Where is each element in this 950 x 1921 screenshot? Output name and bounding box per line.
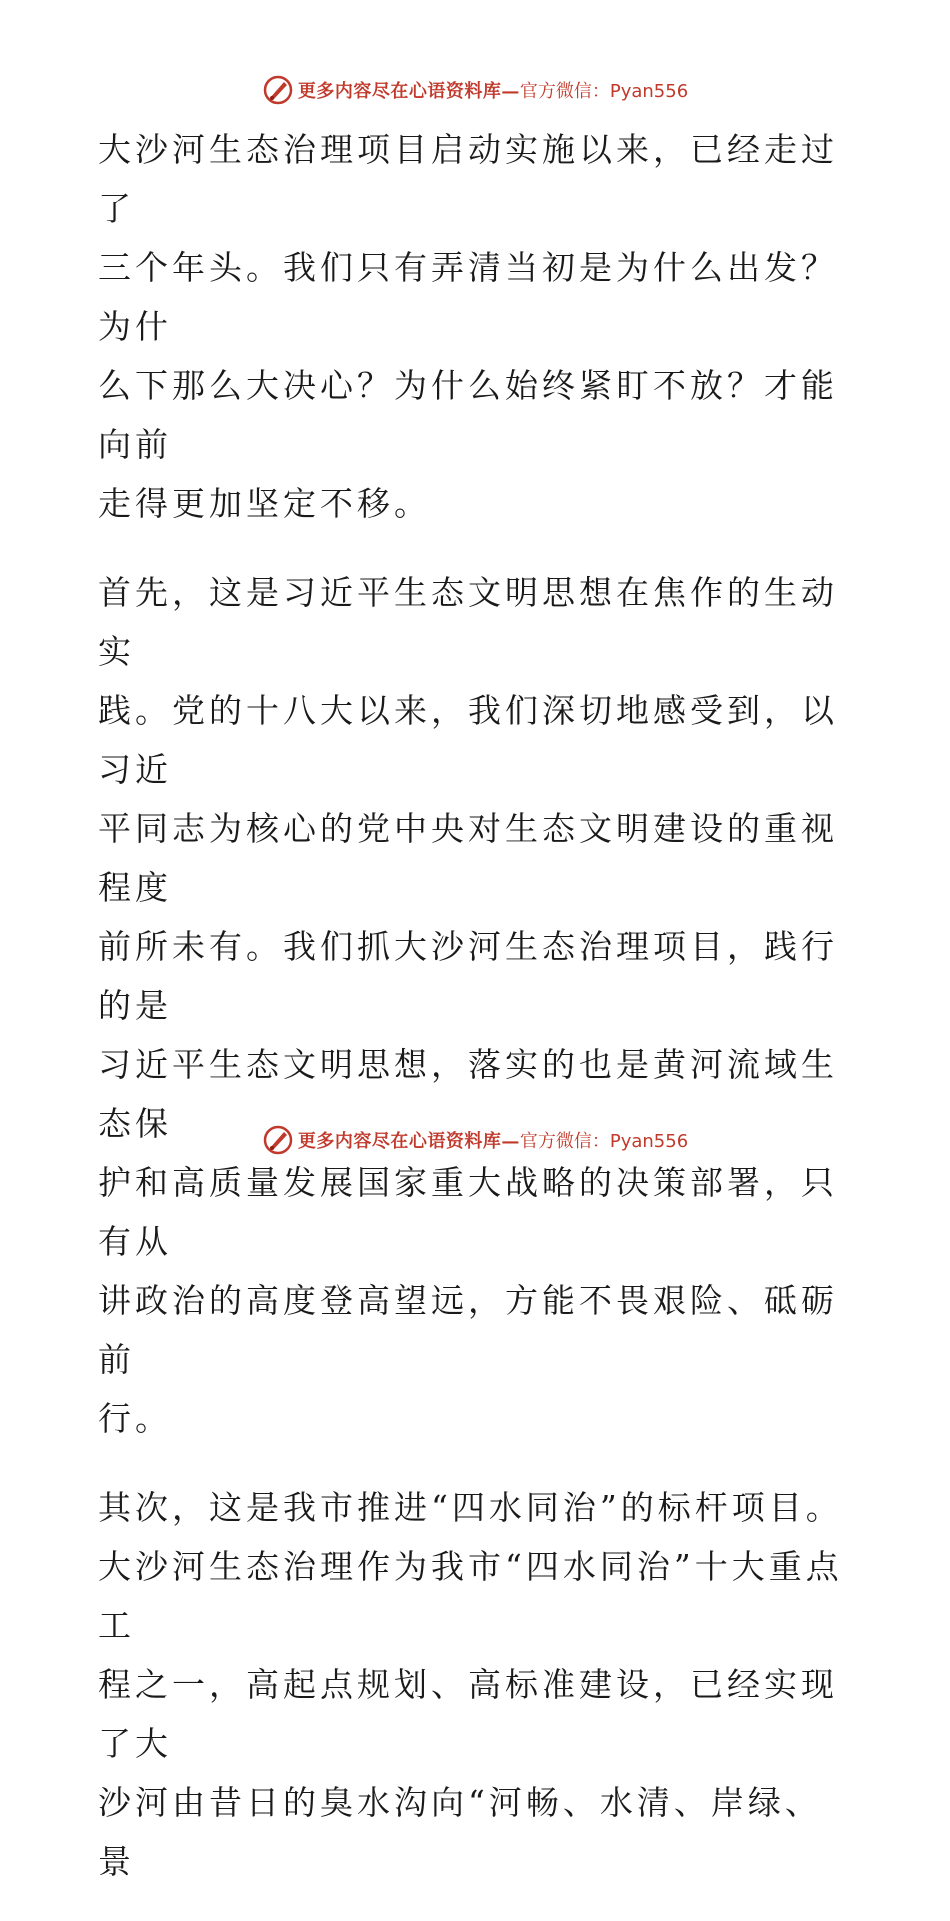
document-body — [98, 120, 858, 1921]
header-banner-wechat: 官方微信：Pyan556 — [519, 81, 689, 102]
paragraph-1: 大沙河生态治理项目启动实施以来，已经走过了 三个年头。我们只有弄清当初是为什么出发？为什 么下那么大决心？为什么始终紧盯不放？才能向前 走得更加坚定不移。 — [98, 130, 838, 523]
paragraph-3: 其次，这是我市推进“四水同治”的标杆项目。 大沙河生态治理作为我市“四水同治”十大重点工 程之一，高起点规划、高标准建设，已经实现了大 沙河由昔日的臭水沟向“河畅、水清、岸绿、景 — [98, 1488, 843, 1881]
quill-logo-icon — [262, 74, 294, 106]
footer-banner-wechat: 官方微信：Pyan556 — [519, 1131, 689, 1152]
quill-logo-icon — [262, 1124, 294, 1156]
paragraph-2: 首先，这是习近平生态文明思想在焦作的生动实 践。党的十八大以来，我们深切地感受到，以习近 平同志为核心的党中央对生态文明建设的重视程度 前所未有。我们抓大沙河生态治理项目，践行的是 习近平生态文明思想，落实的也是黄河流域生态保 护和高质量发展国家重大战略的决策部署，只有从 讲政治的高度登高望远，方能不畏艰险、砥砺前 行。 — [98, 573, 838, 1438]
footer-banner — [0, 1120, 950, 1160]
footer-banner-text: 更多内容尽在心语资料库— — [297, 1131, 520, 1152]
header-banner — [0, 70, 950, 110]
header-banner-text: 更多内容尽在心语资料库— — [297, 81, 520, 102]
